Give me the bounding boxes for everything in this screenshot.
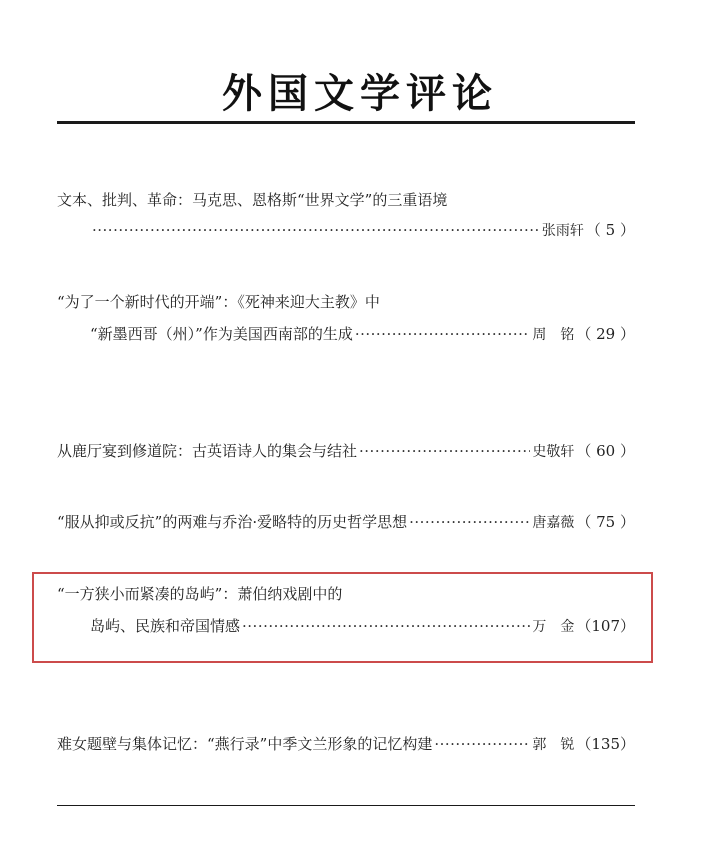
entry-page: （ 60 ） [576,442,635,460]
journal-title: 外国文学评论 [222,71,498,117]
entry-author: 唐嘉薇 [532,515,575,531]
entry-title-text: “为了一个新时代的开端”：《死神来迎大主教》中 [57,293,380,311]
entry-title-text: 岛屿、民族和帝国情感 [90,617,241,635]
toc-entry-5-title[interactable] [57,583,342,605]
entry-page: （ 29 ） [576,325,635,343]
entry-author: 万 金 [532,619,575,635]
toc-entry-4[interactable] [57,511,635,533]
dot-leader [355,323,531,345]
dot-leader [409,511,530,533]
dot-leader [92,219,540,241]
toc-entry-2-leader[interactable] [90,323,635,345]
entry-page: （ 75 ） [576,513,635,531]
toc-entry-1-title[interactable] [57,189,447,211]
entry-page: （135） [576,735,635,753]
dot-leader [359,440,530,462]
toc-entry-3[interactable] [57,440,635,462]
toc-entry-2-title[interactable] [57,291,380,313]
entry-title-text: “新墨西哥（州）”作为美国西南部的生成 [90,325,353,343]
entry-title-text: 文本、批判、革命：马克思、恩格斯“世界文学”的三重语境 [57,191,448,209]
entry-title-text: “一方狭小而紧凑的岛屿”：萧伯纳戏剧中的 [57,585,343,603]
entry-author: 周 铭 [532,327,575,343]
footer-rule [57,805,635,806]
entry-title-text: 难女题壁与集体记忆：“燕行录”中季文兰形象的记忆构建 [57,735,433,753]
header-rule [57,121,635,124]
toc-entry-6[interactable] [57,733,635,755]
entry-page: （ 5 ） [585,221,635,239]
toc-entry-1-leader[interactable] [90,219,635,241]
dot-leader [434,733,530,755]
entry-author: 史敬轩 [532,444,575,460]
entry-author: 张雨轩 [541,223,584,239]
dot-leader [242,615,530,637]
entry-title-text: 从鹿厅宴到修道院：古英语诗人的集会与结社 [57,442,358,460]
entry-page: （107） [576,617,635,635]
toc-entry-5-leader[interactable] [90,615,635,637]
entry-author: 郭 锐 [532,737,575,753]
entry-title-text: “服从抑或反抗”的两难与乔治·爱略特的历史哲学思想 [57,513,408,531]
